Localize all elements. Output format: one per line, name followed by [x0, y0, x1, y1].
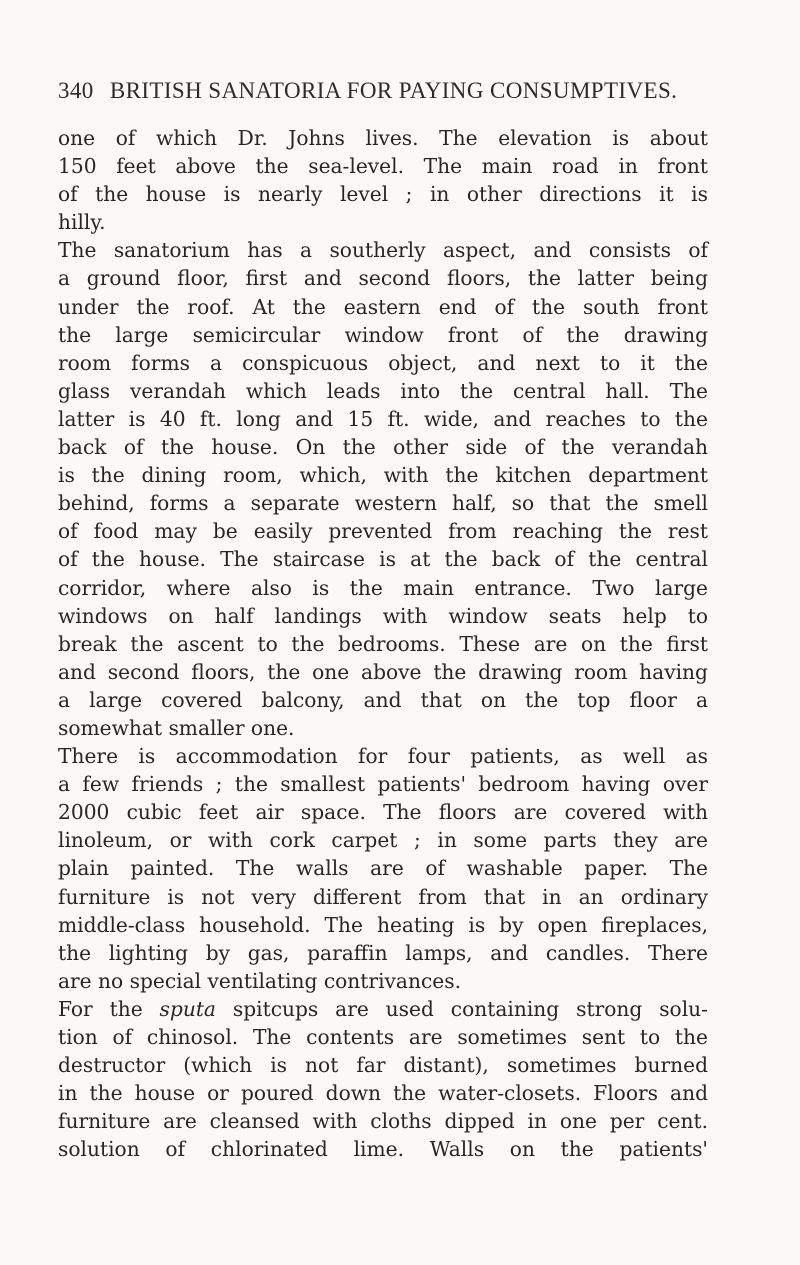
text-line: the lighting by gas, paraffin lamps, and candles. There [58, 940, 708, 965]
text-line: somewhat smaller one. [58, 715, 295, 740]
text-line: 2000 cubic feet air space. The floors are covered with [58, 800, 708, 825]
text-line: room forms a conspicuous object, and next to it the [58, 350, 708, 375]
text-line: behind, forms a separate western half, so that the smell [58, 491, 708, 516]
text-line: of the house. The staircase is at the back of the central [58, 547, 708, 572]
page-number: 340 [58, 78, 94, 103]
text-line: The sanatorium has a southerly aspect, and consists of [58, 238, 708, 263]
text-line: hilly. [58, 210, 106, 235]
running-head [58, 78, 708, 104]
text-line: and second floors, the one above the drawing room having [58, 659, 708, 684]
text-line: plain painted. The walls are of washable paper. The [58, 856, 708, 881]
text-line: break the ascent to the bedrooms. These are on the first [58, 631, 708, 656]
text-line: windows on half landings with window seats help to [58, 603, 708, 628]
body-text [58, 124, 708, 1163]
text-line: corridor, where also is the main entrance. Two large [58, 575, 708, 600]
text-line: a few friends ; the smallest patients' bedroom having over [58, 772, 708, 797]
text-line: 150 feet above the sea-level. The main road in front [58, 154, 708, 179]
text-line: linoleum, or with cork carpet ; in some parts they are [58, 828, 708, 853]
text-line: glass verandah which leads into the central hall. The [58, 378, 708, 403]
paragraph-2 [58, 236, 708, 742]
text-line: are no special ventilating contrivances. [58, 968, 462, 993]
text-line: in the house or poured down the water-closets. Floors and [58, 1081, 708, 1106]
text-line: solution of chlorinated lime. Walls on the patients' [58, 1137, 708, 1162]
paragraph-1 [58, 124, 708, 236]
text-line: of the house is nearly level ; in other directions it is [58, 182, 708, 207]
text-line: back of the house. On the other side of the verandah [58, 435, 708, 460]
text-line: furniture are cleansed with cloths dipped in one per cent. [58, 1109, 708, 1134]
text-line: under the roof. At the eastern end of the south front [58, 294, 708, 319]
text-line: a large covered balcony, and that on the top floor a [58, 687, 708, 712]
text-line: one of which Dr. Johns lives. The elevation is about [58, 126, 708, 150]
paragraph-4 [58, 995, 708, 1164]
text-line: the large semicircular window front of the drawing [58, 322, 708, 347]
text-line: a ground floor, first and second floors, the latter being [58, 266, 708, 291]
text-line: of food may be easily prevented from reaching the rest [58, 519, 708, 544]
text-line: is the dining room, which, with the kitchen department [58, 463, 708, 488]
running-title: BRITISH SANATORIA FOR PAYING CONSUMPTIVES. [109, 78, 678, 103]
italic-term: sputa [159, 996, 216, 1021]
text-line: furniture is not very different from that in an ordinary [58, 884, 708, 909]
text-line: middle-class household. The heating is by open fireplaces, [58, 912, 708, 937]
text-line: There is accommodation for four patients, as well as [58, 744, 708, 769]
text-line: latter is 40 ft. long and 15 ft. wide, and reaches to the [58, 406, 708, 431]
paragraph-3 [58, 742, 708, 995]
text-line: destructor (which is not far distant), sometimes burned [58, 1053, 708, 1078]
text-line-with-italic: For the sputa spitcups are used containing strong solu- [58, 996, 708, 1021]
text-line: tion of chinosol. The contents are sometimes sent to the [58, 1025, 708, 1049]
